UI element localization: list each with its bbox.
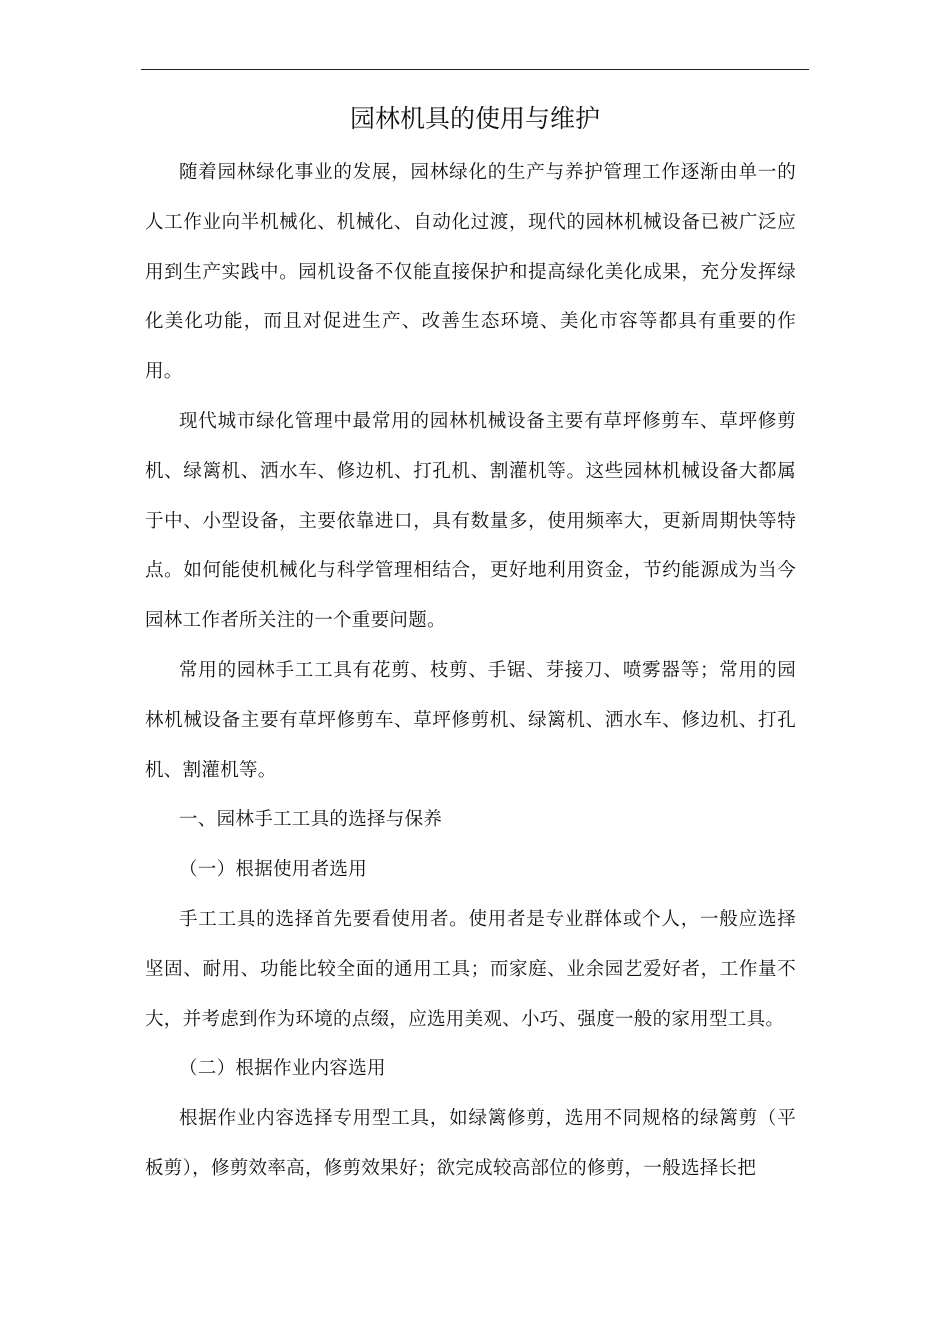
paragraph-common-equipment: 现代城市绿化管理中最常用的园林机械设备主要有草坪修剪车、草坪修剪机、绿篱机、洒水车、修边机、打孔机、割灌机等。这些园林机械设备大都属于中、小型设备，主要依靠进口，具有数量多，使用频率大，更新周期快等特点。如何能使机械化与科学管理相结合，更好地利用资金，节约能源成为当今园林工作者所关注的一个重要问题。	[145, 410, 796, 632]
paragraph-intro: 随着园林绿化事业的发展，园林绿化的生产与养护管理工作逐渐由单一的人工作业向半机械化、机械化、自动化过渡，现代的园林机械设备已被广泛应用到生产实践中。园机设备不仅能直接保护和提高绿化美化成果，充分发挥绿化美化功能，而且对促进生产、改善生态环境、美化市容等都具有重要的作用。	[145, 162, 796, 383]
section-heading-1: 一、园林手工工具的选择与保养	[179, 809, 443, 831]
paragraph-task-selection: 根据作业内容选择专用型工具，如绿篱修剪，选用不同规格的绿篱剪（平板剪），修剪效率高，修剪效果好；欲完成较高部位的修剪，一般选择长把	[145, 1108, 796, 1179]
paragraph-tools-list: 常用的园林手工工具有花剪、枝剪、手锯、芽接刀、喷雾器等；常用的园林机械设备主要有草坪修剪车、草坪修剪机、绿篱机、洒水车、修边机、打孔机、割灌机等。	[145, 659, 796, 781]
paragraph-user-selection: 手工工具的选择首先要看使用者。使用者是专业群体或个人，一般应选择坚固、耐用、功能比较全面的通用工具；而家庭、业余园艺爱好者，工作量不大，并考虑到作为环境的点缀，应选用美观、小巧、强度一般的家用型工具。	[145, 908, 796, 1030]
header-rule	[141, 69, 809, 70]
subsection-heading-1: （一）根据使用者选用	[179, 859, 368, 881]
document-body	[145, 148, 796, 1194]
subsection-heading-2: （二）根据作业内容选用	[179, 1058, 386, 1080]
document-title: 园林机具的使用与维护	[349, 104, 600, 133]
